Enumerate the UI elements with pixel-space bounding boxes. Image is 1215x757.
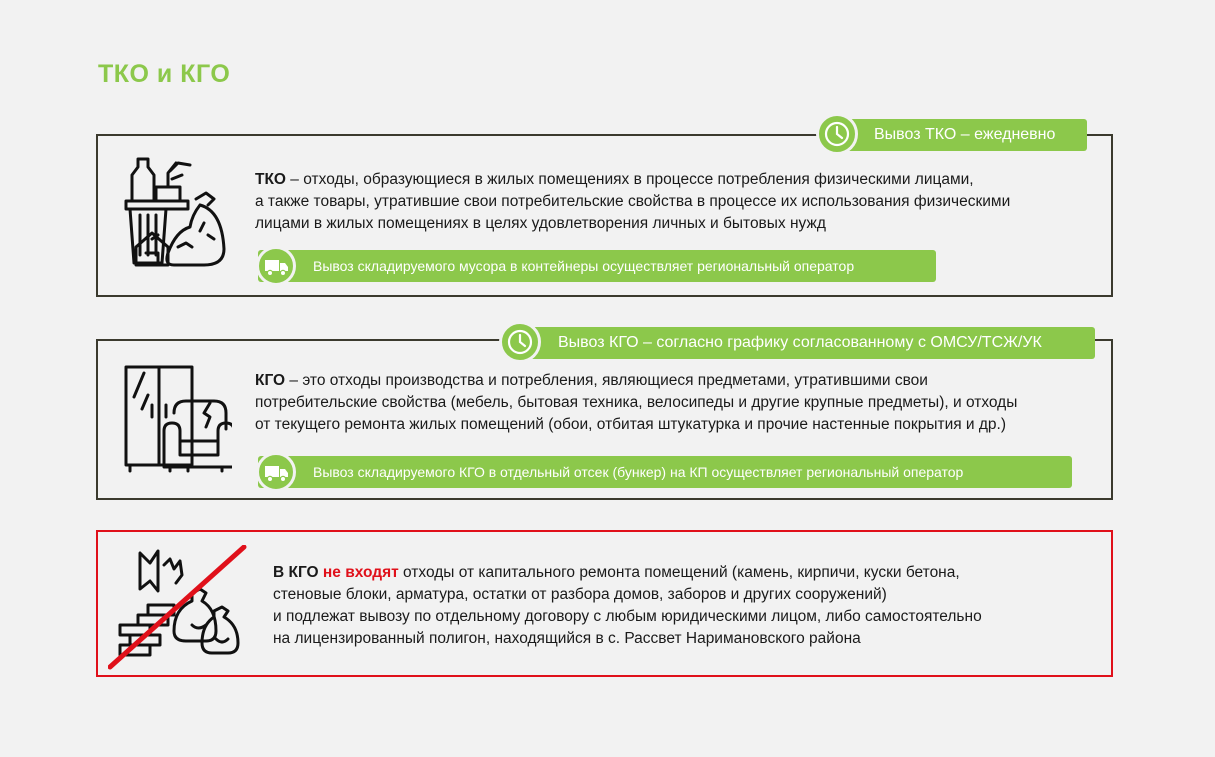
kgo-schedule-tag (519, 327, 1095, 359)
kgo-operator-label: Вывоз складируемого КГО в отдельный отсек (бункер) на КП осуществляет региональный оператор (313, 464, 964, 480)
furniture-icon (122, 365, 232, 473)
excluded-term: В КГО (273, 564, 319, 581)
tko-schedule-tag (836, 119, 1087, 151)
truck-icon (256, 452, 296, 492)
excluded-text: В КГО не входят отходы от капитального ремонта помещений (камень, кирпичи, куски бетона, стеновые блоки, арматура, остатки от разбора домов, заборов и других сооружений) и подлежат вывозу по отдельному договору с любым юридическими лицом, либо самостоятельно на лицензированный полигон, находящийся в с. Рассвет Наримановского района (273, 564, 982, 647)
tko-definition: ТКО – отходы, образующиеся в жилых помещениях в процессе потребления физическими лицами, а также товары, утратившие свои потребительские свойства в процессе их использования физическими лицами в жилых помещениях в целях удовлетворения личных и бытовых нужд (255, 171, 1011, 232)
clock-icon (499, 321, 541, 363)
tko-operator-label: Вывоз складируемого мусора в контейнеры осуществляет региональный оператор (313, 258, 855, 274)
tko-operator-bar (258, 250, 936, 282)
negation-highlight: не входят (322, 564, 399, 581)
kgo-term: КГО (255, 372, 286, 389)
waste-bins-icon (116, 157, 228, 269)
tko-term: ТКО (255, 171, 286, 188)
page-title: ТКО и КГО (98, 60, 231, 88)
clock-icon (816, 113, 858, 155)
truck-icon (256, 246, 296, 286)
kgo-schedule-label: Вывоз КГО – согласно графику согласованному с ОМСУ/ТСЖ/УК (558, 334, 1042, 351)
kgo-operator-bar (258, 456, 1072, 488)
tko-schedule-label: Вывоз ТКО – ежедневно (874, 126, 1056, 143)
kgo-definition: КГО – это отходы производства и потребления, являющиеся предметами, утратившими свои потребительские свойства (мебель, бытовая техника, велосипеды и другие крупные предметы), и отходы от текущего ремонта жилых помещений (обои, отбитая штукатурка и прочие настенные покрытия и др.) (255, 372, 1018, 433)
construction-waste-icon (108, 545, 248, 670)
